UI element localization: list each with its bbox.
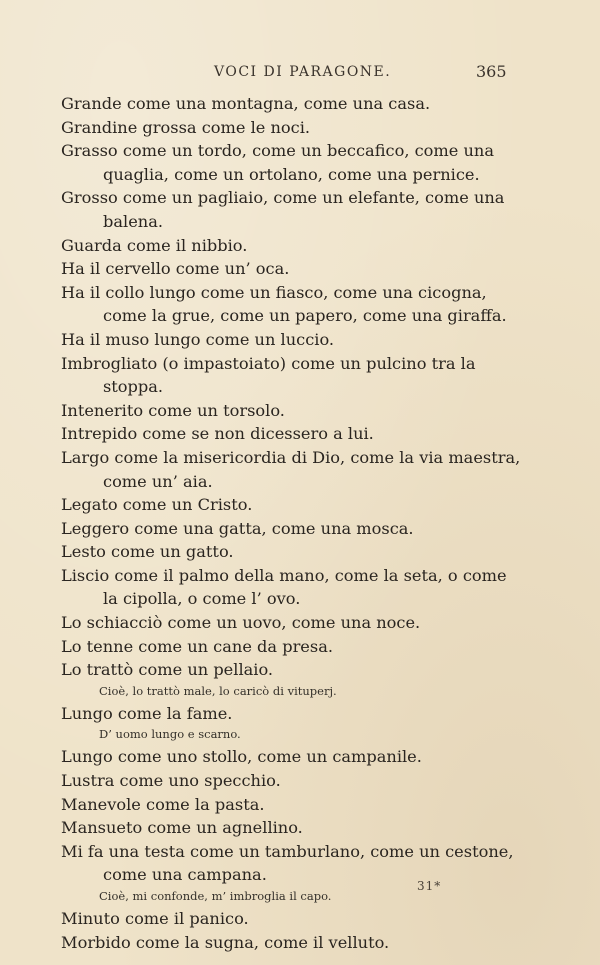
entry: Largo come la misericordia di Dio, come la via maestra, come un’ aia. <box>61 447 521 491</box>
entry: Ha il collo lungo come un fiasco, come una cicogna, come la grue, come un papero, come una giraffa. <box>61 282 507 326</box>
entry: Ha il muso lungo come un luccio. <box>61 329 335 349</box>
entry: Grasso come un tordo, come un beccafico, come una quaglia, come un ortolano, come una pernice. <box>61 141 494 184</box>
signature-mark: 31* <box>417 879 442 893</box>
entry-note: Cioè, lo trattò male, lo caricò di vituperj. <box>99 683 337 698</box>
running-title: VOCI DI PARAGONE. <box>214 64 392 80</box>
page-number: 365 <box>476 62 507 81</box>
entry: Legato come un Cristo. <box>61 495 253 515</box>
entry: Lo tenne come un cane da presa. <box>61 636 333 656</box>
entry: Lesto come un gatto. <box>61 542 234 562</box>
entry: Intrepido come se non dicessero a lui. <box>61 424 374 444</box>
entry: Intenerito come un torsolo. <box>61 400 285 420</box>
entry: Morbido come la sugna, come il velluto. <box>61 932 390 952</box>
entry: Leggero come una gatta, come una mosca. <box>61 518 414 538</box>
entry: Ha il cervello come un’ oca. <box>61 259 290 279</box>
entry: Mi fa una testa come un tamburlano, come un cestone, come una campana. <box>61 841 514 885</box>
entry: Grande come una montagna, come una casa. <box>61 94 431 113</box>
entry: Lo trattò come un pellaio. <box>61 660 274 680</box>
entry: Lungo come uno stollo, come un campanile. <box>61 747 422 767</box>
entry-list <box>61 92 521 954</box>
entry: Lo schiacciò come un uovo, come una noce. <box>61 613 421 633</box>
entry: Imbrogliato (o impastoiato) come un pulcino tra la stoppa. <box>61 353 476 397</box>
entry: Mansueto come un agnellino. <box>61 818 303 838</box>
entry: Lungo come la fame. <box>61 703 233 723</box>
entry: Grosso come un pagliaio, come un elefante, come una balena. <box>61 188 505 231</box>
entry: Manevole come la pasta. <box>61 794 265 814</box>
entry: Lustra come uno specchio. <box>61 771 281 791</box>
entry-note: D’ uomo lungo e scarno. <box>99 727 241 742</box>
entry-note: Cioè, mi confonde, m’ imbroglia il capo. <box>99 889 332 903</box>
entry: Grandine grossa come le noci. <box>61 117 311 137</box>
entry: Liscio come il palmo della mano, come la seta, o come la cipolla, o come l’ ovo. <box>61 565 507 609</box>
entry: Minuto come il panico. <box>61 909 249 928</box>
entry: Guarda come il nibbio. <box>61 235 248 255</box>
